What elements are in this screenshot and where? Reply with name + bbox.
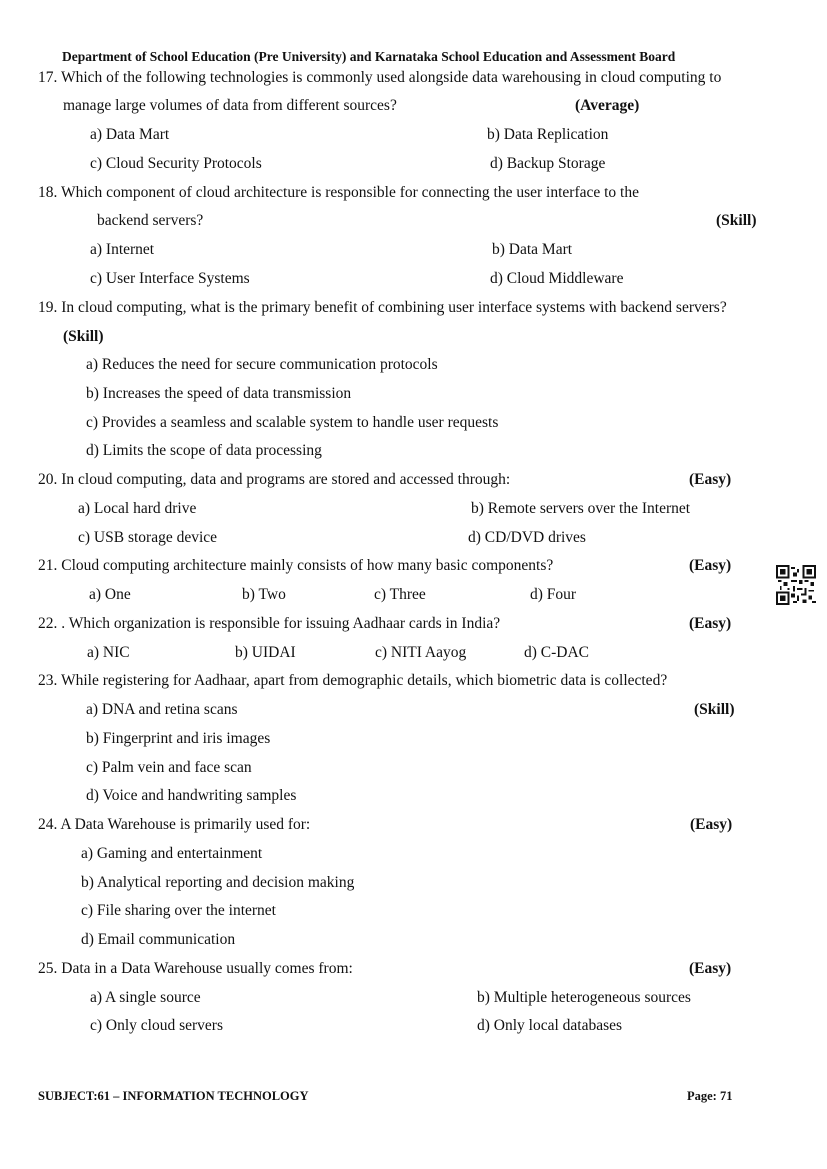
- question-text: 22. . Which organization is responsible for issuing Aadhaar cards in India?: [38, 615, 501, 632]
- difficulty-level: (Skill): [694, 701, 735, 718]
- difficulty-level: (Easy): [689, 960, 732, 977]
- option-d: d) Limits the scope of data processing: [86, 442, 322, 459]
- option-b: b) UIDAI: [235, 644, 296, 661]
- option-d: d) Four: [530, 586, 577, 603]
- option-d: d) Voice and handwriting samples: [86, 787, 297, 804]
- difficulty-level: (Easy): [689, 615, 732, 632]
- option-c: c) File sharing over the internet: [81, 902, 276, 919]
- option-b: b) Remote servers over the Internet: [471, 500, 691, 517]
- option-a: a) A single source: [90, 989, 201, 1006]
- option-a: a) Data Mart: [90, 126, 170, 143]
- option-c: c) NITI Aayog: [375, 644, 467, 661]
- option-b: b) Increases the speed of data transmission: [86, 385, 352, 402]
- question-text: 18. Which component of cloud architecture is responsible for connecting the user interface to the: [38, 184, 639, 201]
- option-d: d) Email communication: [81, 931, 236, 948]
- option-c: c) Cloud Security Protocols: [90, 155, 262, 172]
- option-a: a) NIC: [87, 644, 130, 661]
- option-a: a) Local hard drive: [78, 500, 197, 517]
- option-c: c) Only cloud servers: [90, 1017, 223, 1034]
- option-d: d) CD/DVD drives: [468, 529, 586, 546]
- qr-code-icon: [776, 565, 816, 605]
- footer-subject: SUBJECT:61 – INFORMATION TECHNOLOGY: [38, 1089, 309, 1103]
- option-d: d) Backup Storage: [490, 155, 606, 172]
- difficulty-level: (Average): [575, 97, 640, 114]
- question-text: 19. In cloud computing, what is the primary benefit of combining user interface systems with backend servers?: [38, 299, 727, 316]
- question-text: manage large volumes of data from different sources?: [63, 97, 397, 114]
- difficulty-level: (Skill): [63, 328, 104, 345]
- option-b: b) Two: [242, 586, 286, 603]
- difficulty-level: (Skill): [716, 212, 757, 229]
- option-c: c) Three: [374, 586, 426, 603]
- option-c: c) USB storage device: [78, 529, 218, 546]
- option-c: c) User Interface Systems: [90, 270, 250, 287]
- question-text: 23. While registering for Aadhaar, apart from demographic details, which biometric data is collected?: [38, 672, 668, 689]
- option-a: a) Reduces the need for secure communication protocols: [86, 356, 438, 373]
- question-text: 17. Which of the following technologies is commonly used alongside data warehousing in cloud computing to: [38, 69, 722, 86]
- footer-page-number: Page: 71: [687, 1089, 733, 1103]
- option-a: a) Internet: [90, 241, 155, 258]
- option-a: a) Gaming and entertainment: [81, 845, 263, 862]
- option-b: b) Data Replication: [487, 126, 609, 143]
- option-d: d) Only local databases: [477, 1017, 623, 1034]
- difficulty-level: (Easy): [689, 557, 732, 574]
- question-text: backend servers?: [97, 212, 204, 229]
- option-a: a) One: [89, 586, 131, 603]
- option-b: b) Analytical reporting and decision making: [81, 874, 355, 891]
- option-d: d) C-DAC: [524, 644, 590, 661]
- option-c: c) Palm vein and face scan: [86, 759, 252, 776]
- option-b: b) Multiple heterogeneous sources: [477, 989, 691, 1006]
- question-text: 20. In cloud computing, data and programs are stored and accessed through:: [38, 471, 511, 488]
- page-header: Department of School Education (Pre University) and Karnataka School Education and Assessment Board: [62, 49, 676, 64]
- difficulty-level: (Easy): [690, 816, 733, 833]
- question-text: 24. A Data Warehouse is primarily used for:: [38, 816, 311, 833]
- option-a: a) DNA and retina scans: [86, 701, 238, 718]
- question-text: 21. Cloud computing architecture mainly consists of how many basic components?: [38, 557, 554, 574]
- option-c: c) Provides a seamless and scalable system to handle user requests: [86, 414, 499, 431]
- option-d: d) Cloud Middleware: [490, 270, 624, 287]
- difficulty-level: (Easy): [689, 471, 732, 488]
- option-b: b) Fingerprint and iris images: [86, 730, 271, 747]
- option-b: b) Data Mart: [492, 241, 573, 258]
- question-text: 25. Data in a Data Warehouse usually comes from:: [38, 960, 353, 977]
